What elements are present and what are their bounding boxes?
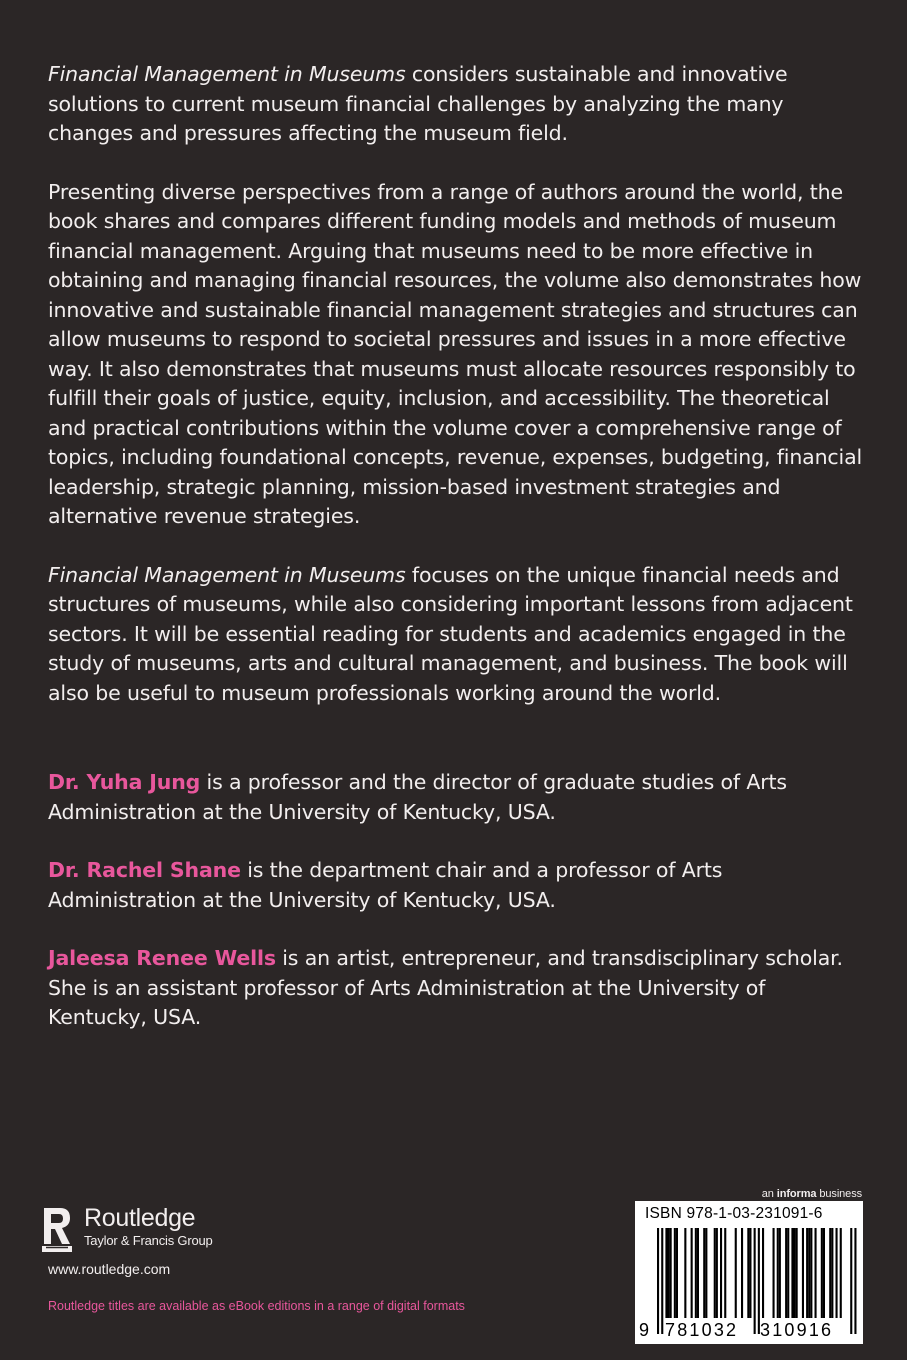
author-bio-shane <box>48 856 868 915</box>
barcode-bar <box>705 1228 707 1318</box>
barcode-bar <box>684 1228 686 1318</box>
book-title-italic: Financial Management in Museums <box>48 62 406 86</box>
description-text: focuses on the unique financial needs and structures of museums, while also considering important lessons from adjacent sectors. It will be essential reading for students and academics engaged in the study of museums, arts and cultural management, and business. The book will also be useful to museum professionals working around the world. <box>48 562 853 705</box>
barcode-bar <box>754 1228 756 1334</box>
barcode-bar <box>829 1228 831 1318</box>
informa-brand: informa <box>776 1188 817 1200</box>
barcode-bar <box>802 1228 804 1318</box>
publisher-brand: Routledge <box>84 1204 196 1232</box>
barcode-bar <box>821 1228 823 1318</box>
publisher-logo <box>40 1204 213 1254</box>
informa-prefix: an <box>761 1188 777 1200</box>
barcode-bar <box>676 1228 678 1318</box>
barcode-bar <box>815 1228 817 1318</box>
author-name: Dr. Yuha Jung <box>48 770 201 794</box>
barcode-bar <box>806 1228 808 1318</box>
author-bio-jung <box>48 768 868 827</box>
barcode-lead-digit: 9 <box>639 1320 652 1340</box>
barcode-bar <box>810 1228 812 1318</box>
description-paragraph-3 <box>48 561 868 709</box>
description-paragraph-2: Presenting diverse perspectives from a range of authors around the world, the book shares and compares different funding models and methods of museum financial management. Arguing that museums need to be more effective in obtaining and managing financial resources, the volume also demonstrates how innovative and sustainable financial management strategies and structures can allow museums to respond to societal pressures and issues in a more effective way. It also demonstrates that museums must allocate resources responsibly to fulfill their goals of justice, equity, inclusion, and accessibility. The theoretical and practical contributions within the volume cover a comprehensive range of topics, including foundational concepts, revenue, expenses, budgeting, financial leadership, strategic planning, mission-based investment strategies and alternative revenue strategies. <box>48 179 863 528</box>
barcode-bar <box>836 1228 838 1318</box>
barcode-bar <box>794 1228 796 1318</box>
description-text: considers sustainable and innovative solutions to current museum financial challenges by analyzing the many changes and pressures affecting the museum field. <box>48 62 788 145</box>
barcode-bar <box>695 1228 697 1318</box>
description-paragraph-1 <box>48 60 868 149</box>
author-name: Jaleesa Renee Wells <box>48 946 276 970</box>
barcode-bar <box>777 1228 779 1318</box>
barcode-bar <box>657 1228 659 1334</box>
barcode-bar <box>697 1228 699 1318</box>
author-bio-text: is an artist, entrepreneur, and transdisciplinary scholar. She is an assistant professor of Arts Administration at the University of Kentucky, USA. <box>48 946 843 1029</box>
barcode-bar <box>850 1228 852 1334</box>
barcode-bar <box>758 1228 760 1334</box>
barcode-bar <box>791 1228 793 1318</box>
routledge-r-icon <box>40 1204 76 1254</box>
barcode-bar <box>747 1228 749 1318</box>
barcode-bar <box>787 1228 789 1318</box>
barcode-bar <box>691 1228 693 1318</box>
ebook-note: Routledge titles are available as eBook editions in a range of digital formats <box>48 1299 465 1313</box>
barcode-bar <box>724 1228 726 1318</box>
barcode-bar <box>773 1228 775 1318</box>
author-bio-wells <box>48 944 868 1033</box>
book-title-italic: Financial Management in Museums <box>48 562 406 587</box>
barcode-bar <box>762 1228 764 1318</box>
isbn-barcode <box>635 1201 863 1344</box>
barcode-bar <box>735 1228 737 1318</box>
informa-suffix: business <box>816 1188 862 1200</box>
barcode-bar <box>720 1228 722 1318</box>
informa-tagline <box>762 1188 862 1200</box>
barcode-bar <box>854 1228 856 1334</box>
book-description <box>48 60 868 737</box>
barcode-bar <box>703 1228 705 1318</box>
barcode-bar <box>785 1228 787 1318</box>
author-bio-text: is a professor and the director of graduate studies of Arts Administration at the University of Kentucky, USA. <box>48 770 787 824</box>
author-bio-text: is the department chair and a professor of Arts Administration at the University of Kentucky, USA. <box>48 858 723 912</box>
barcode-bar <box>661 1228 663 1334</box>
barcode-bar <box>665 1228 667 1318</box>
barcode-bar <box>716 1228 718 1318</box>
barcode-bar <box>714 1228 716 1318</box>
author-name: Dr. Rachel Shane <box>48 858 241 882</box>
barcode-bar <box>808 1228 810 1318</box>
barcode-bar <box>823 1228 825 1318</box>
barcode-bar <box>796 1228 798 1318</box>
barcode-left-digits: 781032 <box>665 1320 739 1340</box>
barcode-bar <box>840 1228 842 1318</box>
author-bios <box>48 768 868 1062</box>
publisher-group: Taylor & Francis Group <box>84 1233 213 1248</box>
barcode-bar <box>741 1228 743 1318</box>
barcode-bar <box>674 1228 676 1318</box>
barcode-bar <box>670 1228 672 1318</box>
barcode-bar <box>779 1228 781 1318</box>
barcode-bar <box>668 1228 670 1318</box>
barcode-bar <box>749 1228 751 1318</box>
barcode-right-digits: 310916 <box>760 1320 834 1340</box>
publisher-website: www.routledge.com <box>48 1261 171 1277</box>
isbn-label: ISBN 978-1-03-231091-6 <box>645 1205 823 1222</box>
barcode-bar <box>831 1228 833 1318</box>
